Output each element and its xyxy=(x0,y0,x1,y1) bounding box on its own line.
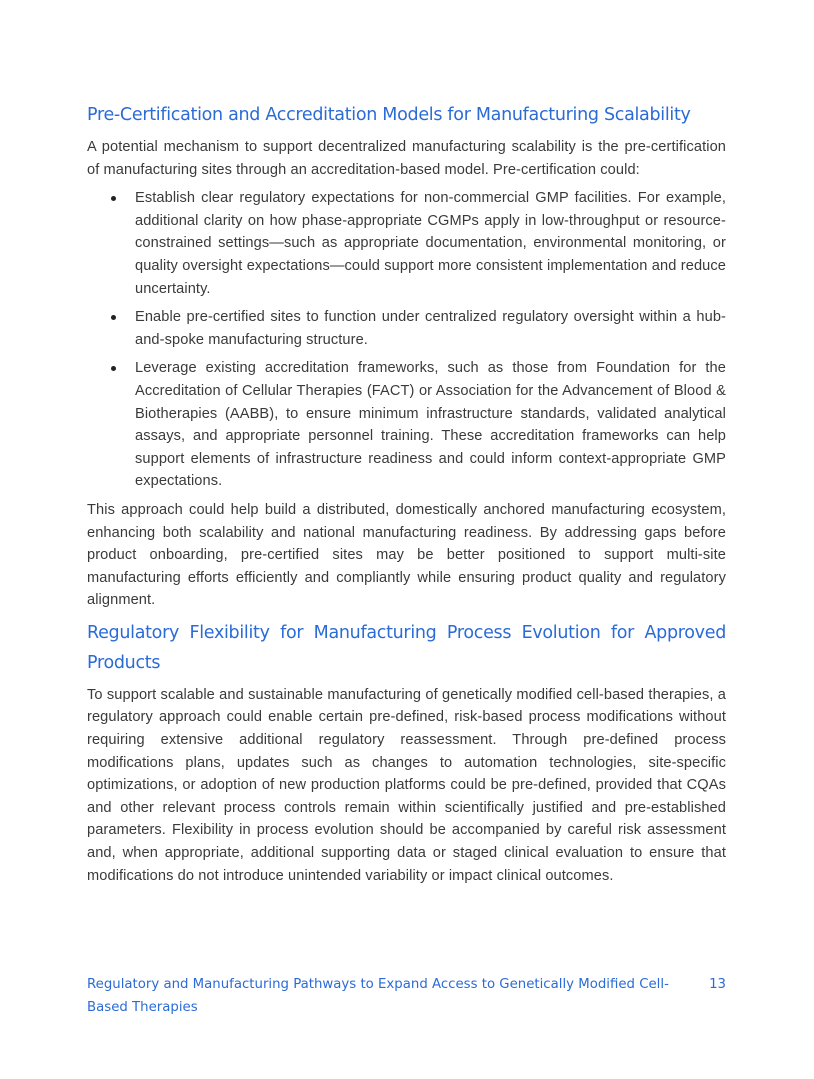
bullet-item xyxy=(87,306,726,351)
bullet-icon xyxy=(111,366,116,371)
section-body-paragraph: To support scalable and sustainable manufacturing of genetically modified cell-based therapies, a regulatory approach could enable certain pre-defined, risk-based process modifications without requiring extensive additional regulatory reassessment. Through pre-defined process modifications plans, updates such as changes to automation technologies, site-specific optimizations, or adoption of new production platforms could be pre-defined, provided that CQAs and other relevant process controls remain within scientifically justified and pre-established parameters. Flexibility in process evolution should be accompanied by careful risk assessment and, when appropriate, additional supporting data or staged clinical evaluation to ensure that modifications do not introduce unintended variability or impact clinical outcomes. xyxy=(87,686,726,884)
pre-certification-bullet-list xyxy=(87,187,726,493)
page-content xyxy=(87,100,726,893)
bullet-text: Leverage existing accreditation frameworks, such as those from Foundation for the Accreditation of Cellular Therapies (FACT) or Association for the Advancement of Blood & Biotherapies (AABB), to ensure minimum infrastructure standards, validated analytical assays, and appropriate personnel training. These accreditation frameworks can help support elements of infrastructure readiness and could inform context-appropriate GMP expectations. xyxy=(135,360,726,490)
section-heading-regulatory-flexibility: Regulatory Flexibility for Manufacturing Process Evolution for Approved Products xyxy=(87,622,726,673)
bullet-item xyxy=(87,357,726,493)
bullet-item xyxy=(87,187,726,300)
section-closing-paragraph: This approach could help build a distributed, domestically anchored manufacturing ecosystem, enhancing both scalability and national manufacturing readiness. By addressing gaps before product onboarding, pre-certified sites may be better positioned to support multi-site manufacturing efforts efficiently and compliantly while ensuring product quality and regulatory alignment. xyxy=(87,501,726,609)
section-intro-paragraph: A potential mechanism to support decentralized manufacturing scalability is the pre-certification of manufacturing sites through an accreditation-based model. Pre-certification could: xyxy=(87,139,726,178)
section-heading-pre-certification: Pre-Certification and Accreditation Models for Manufacturing Scalability xyxy=(87,105,691,125)
bullet-icon xyxy=(111,315,116,320)
bullet-text: Establish clear regulatory expectations for non-commercial GMP facilities. For example, additional clarity on how phase-appropriate CGMPs apply in low-throughput or resource-constrained settings—such as appropriate documentation, environmental monitoring, or quality oversight expectations—could support more consistent implementation and reduce uncertainty. xyxy=(135,190,726,297)
footer-document-title: Regulatory and Manufacturing Pathways to Expand Access to Genetically Modified Cell-Based Therapies xyxy=(87,977,669,1015)
page-footer xyxy=(87,973,726,1019)
bullet-text: Enable pre-certified sites to function under centralized regulatory oversight within a hub-and-spoke manufacturing structure. xyxy=(135,309,726,348)
bullet-icon xyxy=(111,196,116,201)
page-number: 13 xyxy=(709,977,726,992)
